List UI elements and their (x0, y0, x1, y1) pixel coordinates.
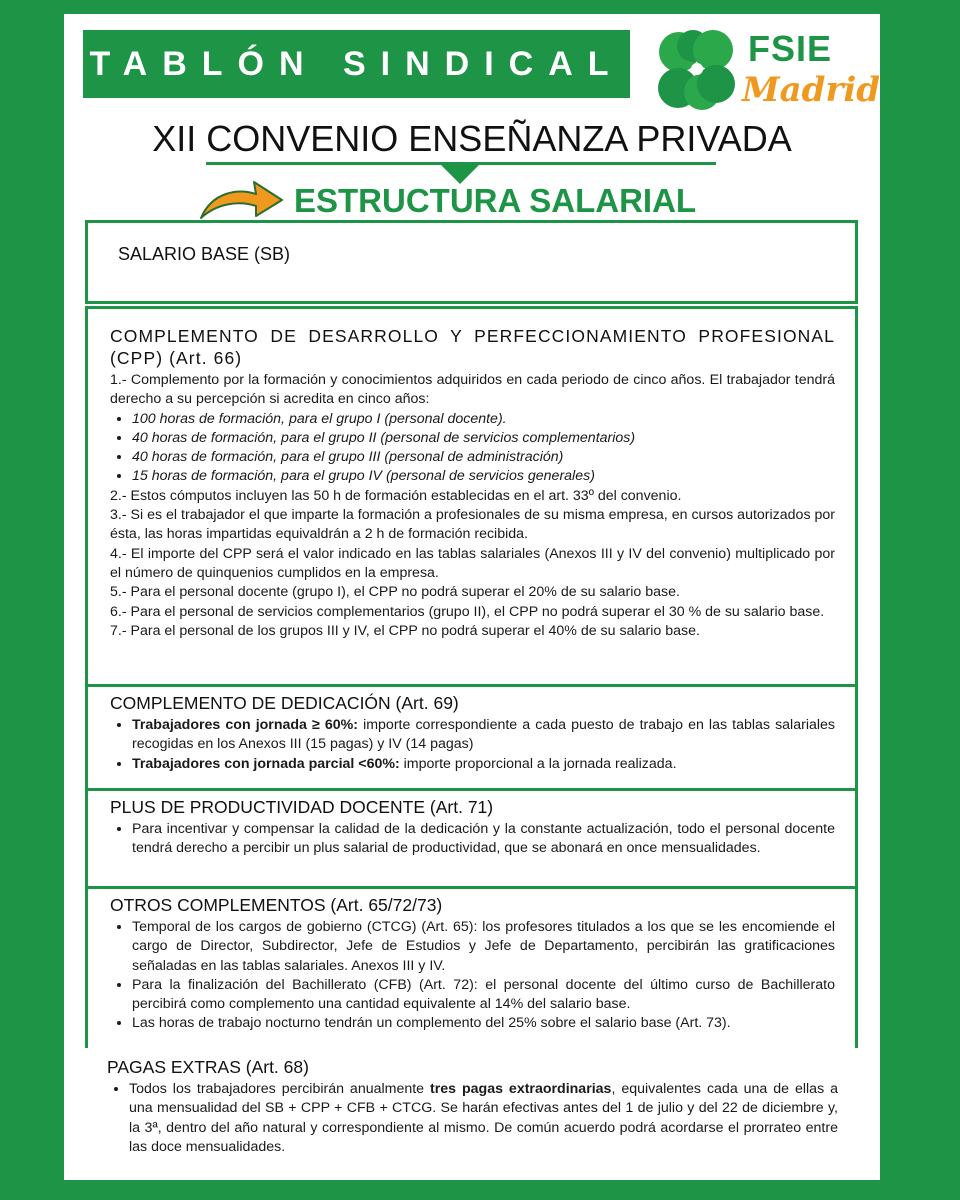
banner-title: TABLÓN SINDICAL (83, 30, 630, 98)
logo-org-text: FSIE (748, 28, 833, 69)
section-title: ESTRUCTURA SALARIAL (294, 182, 697, 219)
cpp-intro: 1.- Complemento por la formación y conocimientos adquiridos en cada periodo de cinco años. El trabajador tendrá derecho a su percepción si acredita en cinco años: (110, 372, 835, 408)
list-item-text: importe proporcional a la jornada realizada. (399, 755, 677, 772)
cpp-title: COMPLEMENTO DE DESARROLLO Y PERFECCIONAMIENTO PROFESIONAL (CPP) (Art. 66) (110, 326, 835, 368)
list-item-lead: Trabajadores con jornada parcial <60%: (132, 755, 400, 772)
pagas-extras-box (85, 1048, 858, 1170)
productividad-box (85, 788, 858, 896)
list-item: • Temporal de los cargos de gobierno (CTCG) (Art. 65): los profesores titulados a los que se les encomiende el cargo de Director, Subdirector, Jefe de Estudios y Jefe de Departamento, percibirán las gratificaciones señaladas en las tablas salariales. Anexos III y IV. (132, 918, 835, 976)
salario-base-title: SALARIO BASE (SB) (118, 244, 291, 264)
list-item (132, 716, 835, 755)
list-item: • 40 horas de formación, para el grupo II (personal de servicios complementarios) (132, 429, 835, 448)
otros-complementos-title: OTROS COMPLEMENTOS (Art. 65/72/73) (110, 895, 443, 915)
list-item: • Las horas de trabajo nocturno tendrán un complemento del 25% sobre el salario base (Art. 73). (132, 1014, 835, 1033)
cpp-point: 5.- Para el personal docente (grupo I), el CPP no podrá superar el 20% de su salario base. (110, 584, 680, 601)
cpp-point: 6.- Para el personal de servicios complementarios (grupo II), el CPP no podrá superar el 30 % de su salario base. (110, 603, 825, 620)
document-title: XII CONVENIO ENSEÑANZA PRIVADA (152, 118, 792, 159)
productividad-list (110, 820, 835, 859)
list-item-text: Todos los trabajadores percibirán anualmente (129, 1081, 431, 1097)
otros-complementos-list (110, 918, 835, 1034)
list-item: • Para la finalización del Bachillerato (CFB) (Art. 72): el personal docente del último curso de Bachillerato percibirá como complemento una cantidad equivalente al 14% del salario base. (132, 976, 835, 1015)
cpp-point: 4.- El importe del CPP será el valor indicado en las tablas salariales (Anexos III y IV del convenio) multiplicado por el número de quinquenios cumplidos en la empresa. (110, 545, 835, 581)
list-item: • 15 horas de formación, para el grupo IV (personal de servicios generales) (132, 467, 835, 486)
list-item (129, 1080, 838, 1157)
list-item-text: , equivalentes cada una de ellas a una mensualidad del SB + CPP + CFB + CTCG. Se harán efectivas antes del 1 de julio y del 22 de diciembre y, la 3ª, dentro del año natural y correspondiente al mismo. De común acuerdo podrá acordarse el prorrateo entre las doce mensualidades. (129, 1081, 838, 1155)
pagas-extras-list (107, 1080, 838, 1157)
curved-arrow-icon (198, 178, 284, 222)
dedicacion-title: COMPLEMENTO DE DEDICACIÓN (Art. 69) (110, 693, 459, 713)
salario-base-box (85, 220, 858, 304)
list-item-emphasis: tres pagas extraordinarias (430, 1081, 612, 1097)
pagas-extras-title: PAGAS EXTRAS (Art. 68) (107, 1057, 309, 1077)
dedicacion-box (85, 684, 858, 794)
cpp-box (85, 306, 858, 696)
cpp-point: 7.- Para el personal de los grupos III y IV, el CPP no podrá superar el 40% de su salario base. (110, 622, 700, 639)
fsie-logo (652, 22, 881, 122)
list-item: • Para incentivar y compensar la calidad de la dedicación y la constante actualización, todo el personal docente tendrá derecho a percibir un plus salarial de productividad, que se abonará en once mensualidades. (132, 820, 835, 859)
notice-card (64, 14, 880, 1180)
cpp-bullet-list (110, 410, 835, 487)
productividad-title: PLUS DE PRODUCTIVIDAD DOCENTE (Art. 71) (110, 797, 494, 817)
list-item-lead: Trabajadores con jornada ≥ 60%: (132, 717, 358, 733)
list-item: • 100 horas de formación, para el grupo I (personal docente). (132, 410, 835, 429)
dedicacion-list (110, 716, 835, 774)
list-item: • 40 horas de formación, para el grupo III (personal de administración) (132, 448, 835, 467)
otros-complementos-box (85, 886, 858, 1056)
list-item (132, 755, 835, 774)
list-item-text: importe correspondiente a cada puesto de trabajo en las tablas salariales recogidas en los Anexos III (15 pagas) y IV (14 pagas) (132, 717, 835, 753)
logo-city-text: Madrid (742, 70, 881, 110)
cpp-point: 2.- Estos cómputos incluyen las 50 h de formación establecidas en el art. 33º del convenio. (110, 487, 682, 504)
cpp-point: 3.- Si es el trabajador el que imparte la formación a profesionales de su misma empresa, en cursos autorizados por ésta, las horas impartidas equivaldrán a 2 h de formación recibida. (110, 507, 835, 543)
title-pointer (440, 164, 480, 184)
four-leaf-clover-icon (652, 26, 744, 114)
